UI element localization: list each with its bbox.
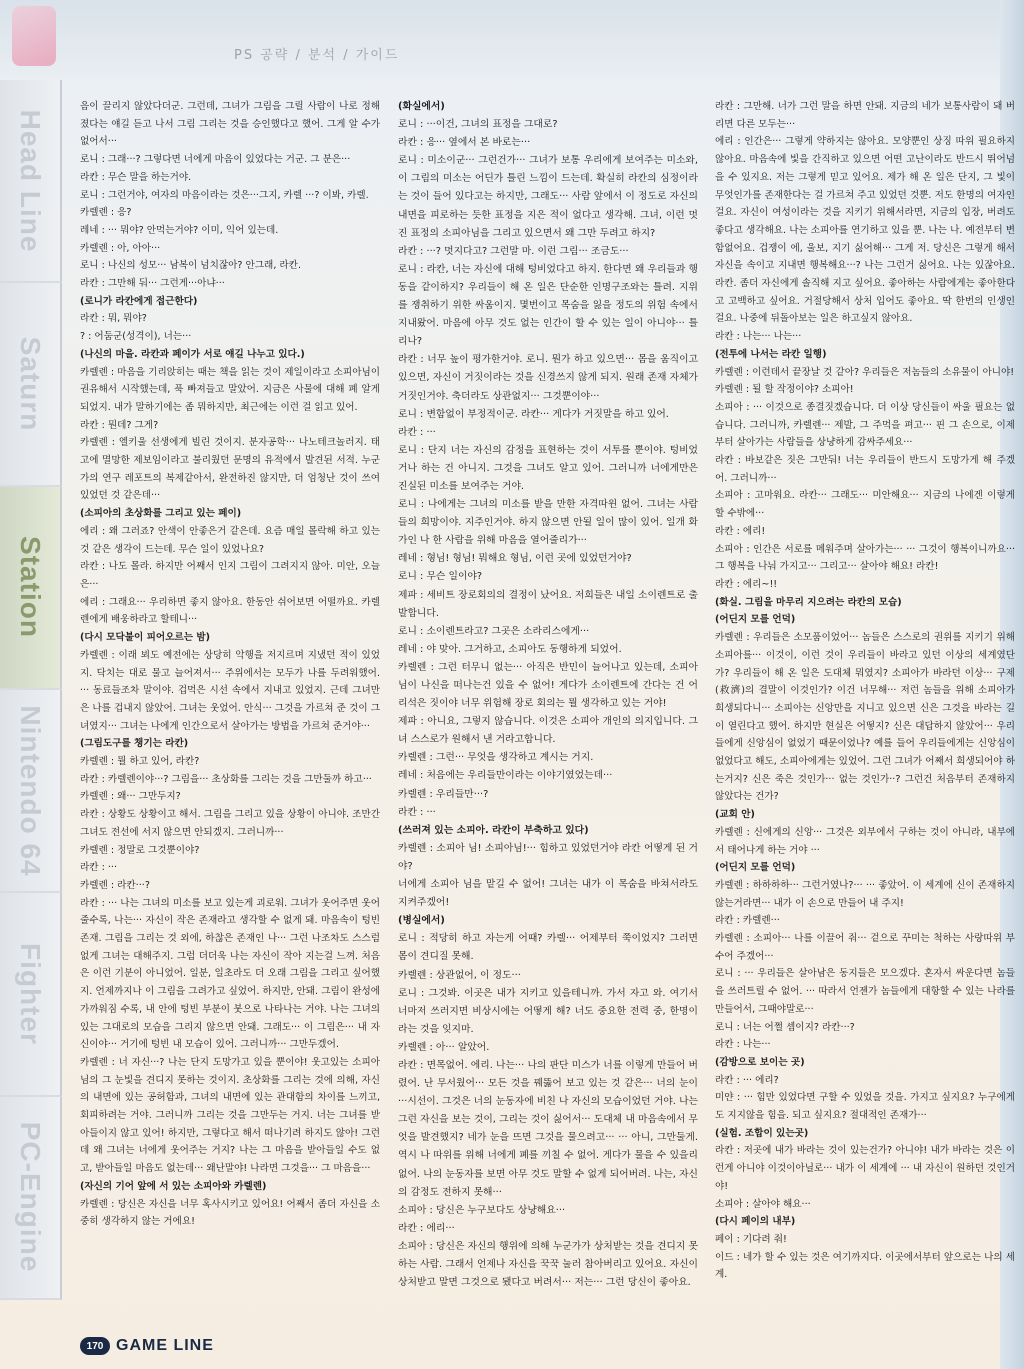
stage-direction: (화실. 그림을 마무리 지으려는 라칸의 모습): [715, 596, 902, 608]
dialogue-line: 카렐렌 : 엘키울 선생에게 빌린 것이지. 분자공학··· 나노테크놀러지. 태고에 멸망한 제보임이라고 불리웠던 문명의 유적에서 발견된 서적. 누군가의 연구 레포트의 복제같아서, 완전하진 않지만, 더 엄청난 것이 쓰여 있었던 것 같은데···: [80, 437, 380, 502]
stage-direction: (어딘지 모를 언덕): [715, 862, 796, 874]
dialogue-line: 로니 : 그런거야, 여자의 마음이라는 것은···그지, 카렐 ···? 이봐, 카렐.: [80, 189, 369, 201]
dialogue-line: 페이 : 기다려 줘!: [715, 1234, 787, 1245]
page-header: [0, 0, 1024, 80]
stage-direction: (병실에서): [398, 915, 445, 927]
index-tab-pc-engine: [0, 1097, 62, 1300]
dialogue-line: 소피아 : 고마워요. 라칸··· 그래도··· 미안해요··· 지금의 나에겐 이렇게 할 수밖에···: [715, 490, 1015, 520]
dialogue-line: 라칸 : 상황도 상황이고 해서. 그림을 그리고 있을 상황이 아니야. 조만간 그녀도 전선에 서지 않으면 안되겠지. 그러니까···: [80, 809, 380, 838]
dialogue-line: 카렐렌 : 아··· 알았어.: [398, 1041, 490, 1053]
index-tab-fighter: [0, 893, 62, 1096]
index-tab-nintendo64: [0, 690, 62, 893]
dialogue-line: 카렐렌 : 될 할 작정이야? 소피아!: [715, 384, 854, 396]
dialogue-line: 라칸 : 뭐, 뭐야?: [80, 313, 147, 325]
dialogue-line: 레네 : 야 맞아. 그거하고, 소피아도 동행하게 되었어.: [398, 643, 622, 655]
dialogue-line: 로니 : 너는 어쩔 셈이지? 라칸···?: [715, 1021, 855, 1033]
dialogue-line: 카렐렌 : 신에게의 신앙··· 그것은 외부에서 구하는 것이 아니라, 내부에서 태어나게 하는 거야 ···: [715, 826, 1015, 856]
dialogue-line: 라칸 : 에리~!!: [715, 578, 778, 590]
stage-direction: (쓰러져 있는 소피아. 라칸이 부축하고 있다): [398, 824, 589, 836]
dialogue-line: 레네 : 형님! 형님! 뭐해요 형님, 이런 곳에 있었던거야?: [398, 553, 632, 565]
dialogue-line: 제파 : 세비트 장로회의의 결정이 났어요. 저희들은 내일 소이렌트로 출발합니다.: [398, 589, 698, 619]
index-tab-saturn: [0, 283, 62, 486]
dialogue-line: 로니 : 그래···? 그렇다면 너에게 마음이 있었다는 거군. 그 분은···: [80, 154, 351, 166]
dialogue-line: ? : 어둠군(성격이), 너는···: [80, 331, 192, 343]
stage-direction: (어딘지 모를 언덕): [715, 614, 796, 626]
dialogue-line: 라칸 : 카렐렌···: [715, 915, 780, 927]
dialogue-line: 로니 : 나신의 성모··· 남복이 넘치잖아? 안그래, 라칸.: [80, 260, 302, 272]
stage-direction: (전투에 나서는 라칸 일행): [715, 348, 827, 360]
dialogue-line: 라칸 : 에리!: [715, 525, 766, 537]
text-column-1: [80, 98, 380, 1231]
dialogue-line: 라칸 : ···: [80, 862, 118, 874]
dialogue-line: 에리 : 그래요··· 우리하면 좋지 않아요. 한동안 쉬어보면 어떨까요. 카렐렌에게 배웅하라고 할테니···: [80, 596, 380, 626]
index-tab-station: [0, 487, 62, 690]
dialogue-line: 카렐렌 : 그런 터무니 없는··· 아직은 반민이 늘어나고 있는데, 소피아 님이 나신을 떠나는건 있을 수 없어! 게다가 소이렌트에 간다는 건 어리석은 짓이야 너무 위험해 장로 회의는 뭘 생각하고 있는 거야!: [398, 661, 698, 710]
dialogue-line: 로니 : 단지 너는 자신의 감정을 표현하는 것이 서투를 뿐이야. 텅비었거나 하는 건 아니지. 그것을 그녀도 알고 있어. 그러니까 너에게만은 진실된 미소를 보여주는 거야.: [398, 444, 698, 492]
dialogue-line: 미얀 : ··· 힘만 있었다면 구할 수 있었을 것을. 가지고 싶지요? 누구에게도 지지않을 힘을. 되고 싶지요? 절대적인 존재가···: [715, 1092, 1015, 1122]
dialogue-line: 라칸 : ··· 나는 그녀의 미소를 보고 있는게 괴로워. 그녀가 웃어주면 웃어줄수록, 나는··· 자신이 작은 존재라고 생각할 수 없게 돼. 마음속이 텅빈 존재. 그림을 그리는 것 외에, 하찮은 존재인 나··· 그런 나조차도 스스럼없게 그녀는 대해주지. 그럼 더더욱 나는 자신이 작아 지는걸 느껴. 처음은 이런 기분이 아니었어. 일분, 일초라도 더 오래 그림을 그리고 싶어했지. 언제까지나 이 그림을 그려가고 싶었어. 하지만, 안돼. 그림이 완성에 가까워짐 수록, 내 안에 텅빈 부분이 붓으로 나타나는 거야. 나는 그녀의 있는 그대로의 모습을 그리지 않으면 안돼. 그래도··· 이 그림은··· 내 자신이야··· 거기에 텅빈 내 모습이 있어. 그러니까··· 그만두겠어.: [80, 897, 380, 1051]
dialogue-line: 라칸 : 저곳에 내가 바라는 것이 있는건가? 아니야! 내가 바라는 것은 이런게 아니야 이것이아닐로··· 내가 이 세계에 ··· 내 자신이 원하던 것인거야!: [715, 1145, 1015, 1192]
dialogue-line: 너에게 소피아 님을 맡길 수 없어! 그녀는 내가 이 목숨을 바쳐서라도 지켜주겠어!: [398, 879, 698, 909]
dialogue-line: 음이 끌리지 않았다더군. 그런데, 그녀가 그림을 그릴 사람이 나로 정해졌다는 얘길 듣고 나서 그림 그리는 것을 승인했다고 했어. 그게 알 수가 없어서···: [80, 101, 380, 148]
dialogue-line: 소피아 : 당신은 누구보다도 상냥해요···: [398, 1204, 566, 1216]
dialogue-line: 라칸 : 에리···: [398, 1222, 455, 1234]
dialogue-line: 라칸 : 그만해. 너가 그런 말을 하면 안돼. 지금의 네가 보통사람이 돼 버리면 다른 모두는···: [715, 101, 1015, 130]
index-tab-label: PC-Engine: [15, 1122, 46, 1273]
dialogue-line: 카렐렌 : 그런··· 무엇을 생각하고 계시는 거지.: [398, 752, 594, 764]
stage-direction: (다시 페이의 내부): [715, 1216, 796, 1228]
stage-direction: (자신의 기어 앞에 서 있는 소피아와 카렐렌): [80, 1180, 267, 1192]
dialogue-line: 라칸 : ··· 에리?: [715, 1074, 779, 1086]
dialogue-line: 로니 : ···이건, 그녀의 표정을 그대로?: [398, 119, 558, 131]
text-column-3: [715, 98, 1015, 1284]
dialogue-line: 로니 : 소이렌트라고? 그곳은 소라리스에게···: [398, 625, 590, 637]
dialogue-line: 카렐렌 : 소피아 님! 소피아님!··· 힘하고 있었던거야 라칸 어떻게 된 거야?: [398, 842, 698, 872]
magazine-name: GAME LINE: [116, 1337, 214, 1354]
dialogue-line: 카렐렌 : 당신은 자신을 너무 혹사시키고 있어요! 어째서 좀더 자신을 소중히 생각하지 않는 거에요!: [80, 1198, 380, 1228]
dialogue-line: 카렐렌 : 마음을 기리앉히는 때는 책을 읽는 것이 제일이라고 소피아님이 권유해서 시작했는데, 푹 빠져들고 말았어. 지금은 사물에 대해 폐 알게 되었지. 내가 말하기에는 좀 뭐하지만, 최근에는 이런 걸 읽고 있어.: [80, 366, 380, 413]
dialogue-line: 카렐렌 : 우리들만···?: [398, 788, 489, 800]
page-number: 170: [80, 1337, 110, 1355]
dialogue-line: 카렐렌 : 뭘 하고 있어, 라칸?: [80, 756, 200, 768]
stage-direction: (교회 안): [715, 809, 755, 821]
dialogue-line: 라칸 : 뭔데? 그게?: [80, 419, 159, 431]
index-tab-label: Station: [15, 536, 46, 639]
dialogue-line: 라칸 : 너무 높이 평가한거야. 로니. 뭔가 하고 있으면··· 몸을 움직이고 있으면, 자신이 거짓이라는 것을 신경쓰지 않게 되지. 원래 존재 자체가 거짓인거야. 축더라도 상관없지··· 그것뿐이야···: [398, 354, 698, 402]
dialogue-line: 라칸 : ···: [398, 426, 436, 438]
dialogue-line: 카렐렌 : 라칸···?: [80, 879, 150, 891]
dialogue-line: 제파 : 아니요, 그렇지 않습니다. 이것은 소피아 개인의 의지입니다. 그녀 스스로가 원해서 낸 거라고합니다.: [398, 716, 698, 746]
dialogue-line: 카렐렌 : 정말로 그것뿐이야?: [80, 844, 200, 856]
dialogue-line: 카렐렌 : 소피아··· 나를 이끌어 줘··· 겉으로 꾸미는 척하는 사랑따위 부수어 주겠어···: [715, 933, 1015, 962]
dialogue-line: 라칸 : 나는···: [715, 1039, 771, 1051]
dialogue-line: 라칸 : 면목없어. 에리. 나는··· 나의 판단 미스가 너를 이렇게 만들어 버렸어. 난 무서웠어··· 모든 것을 꿰뚫어 보고 있는 것 같은··· 너의 눈이···시선이. 그것은 너의 눈동자에 비친 나 자신의 모습이었던 거야. 나는 그런 자신을 보는 것이, 그리는 것이 싫어서··· 도대체 내 마음속에서 무엇을 발견했지? 네가 눈을 뜨면 그것을 물으려고··· ··· 아니, 그만둘게. 역시 나 따위를 위해 너에게 폐를 끼칠 수 없어. 게다가 물을 수 있을리 없어. 나의 눈동자를 보면 아무 것도 말할 수 없게 되어버려. 나는, 자신의 감정도 전하지 못해···: [398, 1059, 698, 1198]
dialogue-line: 소피아 : 살아야 해요···: [715, 1198, 811, 1210]
dialogue-line: 소피아 : 당신은 자신의 행위에 의해 누군가가 상처받는 것을 견디지 못하는 사람. 그래서 언제나 자신을 꾹꾹 눌러 참아버리고 있어요. 자신이 상처받고 말면 그것으로 됐다고 버려서··· 저는··· 그런 당신이 좋아요.: [398, 1240, 698, 1289]
page-footer: [80, 1332, 214, 1360]
dialogue-line: 이드 : 네가 할 수 있는 것은 여기까지다. 이곳에서부터 앞으로는 나의 세계.: [715, 1251, 1015, 1281]
dialogue-line: 라칸 : 카렐렌이야···? 그림을··· 초상화를 그리는 것을 그만둘까 하고···: [80, 773, 372, 785]
dialogue-line: 라칸 : 그만해 둬··· 그런게···아냐···: [80, 278, 225, 290]
dialogue-line: 라칸 : 바보같은 짓은 그만둬! 너는 우리들이 반드시 도망가게 해 주겠어. 그러니까···: [715, 455, 1015, 484]
index-tab-label: Head Line: [15, 109, 46, 253]
dialogue-line: 레네 : 처음에는 우리들만이라는 이야기였었는데···: [398, 770, 613, 782]
section-index-tabs: [0, 80, 62, 1300]
dialogue-line: 로니 : ··· 우리들은 살아남은 동지들은 모으겠다. 혼자서 싸운다면 놈들을 쓰러트릴 수 없어. ··· 따라서 언젠가 놈들에게 대항할 수 있는 나라를 만들어서, 그때야말로···: [715, 968, 1015, 1015]
dialogue-line: 에리 : 왜 그러죠? 안색이 안좋은거 같은데. 요즘 매일 몰락해 하고 있는 것 같은 생각이 드는데. 무슨 일이 있었나요?: [80, 525, 380, 555]
index-tab-label: Fighter: [15, 943, 46, 1045]
index-tab-headline: [0, 80, 62, 283]
stage-direction: (화실에서): [398, 101, 445, 112]
stage-direction: (실험. 조합이 있는곳): [715, 1127, 809, 1139]
dialogue-line: 소피아 : 인간은 서로를 메워주며 살아가는··· ··· 그것이 행복이니까요··· 그 행복을 나눠 가지고··· 그리고··· 살아야 해요! 라칸!: [715, 543, 1015, 573]
dialogue-line: 라칸 : 무슨 말을 하는거야.: [80, 171, 192, 183]
section-header-title: PS 공략 / 분석 / 가이드: [234, 48, 400, 63]
stage-direction: (로니가 라칸에게 접근한다): [80, 295, 198, 307]
dialogue-line: 라칸 : ···: [398, 806, 436, 818]
dialogue-line: 카렐렌 : 이래 뵈도 예전에는 상당히 악행을 저지르며 지냈던 적이 있었지. 닥치는 대로 물고 늘어져서··· 주위에서는 모두가 나를 두려워했어. ··· 동료들조차 말이야. 겁먹은 시선 속에서 지내고 있었지. 근데 그녀만은 나를 겁내지 않았어. 그녀는 웃었어. 안식··· 그것을 가르쳐 준 것이 그녀였지··· 그녀는 나에게 인간으로서 살아가는 방법을 가르쳐 준거야···: [80, 649, 380, 732]
stage-direction: (소피아의 초상화를 그리고 있는 페이): [80, 508, 242, 520]
dialogue-line: 로니 : 나에게는 그녀의 미소를 받을 만한 자격따윈 없어. 그녀는 사람들의 희망이야. 지주인거야. 하지 않으면 안될 일이 많이 있어. 일개 화가인 나 한 사람을 위해 마음을 열어줄리가···: [398, 499, 698, 547]
dialogue-line: 카렐렌 : 아, 아아···: [80, 242, 161, 254]
dialogue-line: 카렐렌 : 응?: [80, 207, 132, 219]
dialogue-line: 라칸 : 나는··· 나는···: [715, 331, 802, 343]
dialogue-line: 카렐렌 : 상관없어, 이 정도···: [398, 969, 521, 981]
stage-direction: (다시 모닥불이 피어오르는 밤): [80, 632, 210, 644]
dialogue-line: 라칸 : 나도 몰라. 하지만 어째서 인지 그림이 그려지지 않아. 미안, 오늘은···: [80, 561, 380, 590]
dialogue-line: 카렐렌 : 이런데서 끝장날 것 같아? 우리들은 저놈들의 소유물이 아니야!: [715, 366, 1015, 378]
index-tab-label: Nintendo 64: [15, 705, 46, 877]
text-column-2: [398, 98, 698, 1292]
dialogue-line: 라칸 : 응··· 옆에서 본 바로는···: [398, 137, 531, 149]
stage-direction: (나신의 마을. 라칸과 페이가 서로 얘길 나누고 있다.): [80, 348, 305, 360]
dialogue-line: 레네 : ··· 뭐야? 안먹는거야? 이미, 익어 있는데.: [80, 224, 279, 236]
dialogue-line: 로니 : 적당히 하고 자는게 어때? 카렐··· 어제부터 쭉이었지? 그러면 몸이 견디질 못해.: [398, 933, 698, 963]
index-tab-label: Saturn: [15, 336, 46, 432]
dialogue-line: 로니 : 라칸, 너는 자신에 대해 텅비었다고 하지. 한다면 왜 우리들과 행동을 같이하지? 우리들이 해 온 일은 단순한 인명구조와는 틀려. 지위를 쟁취하기 위한 싸움이지. 몇번이고 목숨을 잃을 정도의 위험 속에서 지내왔어. 마음에 아무 것도 없는 인간이 할 수 있는 일이 아니야··· 틀리나?: [398, 263, 698, 348]
dialogue-line: 로니 : 그것봐. 이곳은 내가 지키고 있을테니까. 가서 자고 와. 여기서 너마저 쓰러지면 비상시에는 어떻게 해? 너도 중요한 전력 중, 한명이라는 것을 잊지마.: [398, 987, 698, 1035]
dialogue-line: 소피아 : ··· 이것으로 종결짓겠습니다. 더 이상 당신들이 싸울 필요는 없습니다. 그러니까, 카렐렌··· 제발, 그 주먹을 펴고··· 핀 그 손으로, 이제부터 살아가는 사람들을 상냥하게 감싸주세요···: [715, 401, 1015, 449]
section-logo: [12, 6, 56, 66]
dialogue-line: 로니 : 미소이군··· 그런건가··· 그녀가 보통 우리에게 보여주는 미소와, 이 그림의 미소는 어딘가 틀린 느낌이 드는데. 확실히 라칸의 심정이라는 것이 들어 있다고는 하지만, 그래도··· 사람 앞에서 이 정도로 자신의 내면을 피로하는 듯한 표정을 지은 적이 없다고 생각해. 그녀, 이런 멋진 표정의 소피아님을 그리고 있으면서 왜 그만 두려고 하지?: [398, 155, 698, 239]
dialogue-line: 카렐렌 : 우리들은 소모품이었어··· 놈들은 스스로의 권위를 지키기 위해 소피아를··· 이것이, 이런 것이 우리들이 바라고 있던 이상의 세계였단가? 우리들이 해 온 일은 도대체 뭐였지? 소피아가 바라던 이상··· 구제(救濟)의 결말이 이것인가? 이건 너무해··· 저런 놈들을 위해 소피아가 희생되다니··· 소피아는 신앙만을 지니고 있으면 신은 그것을 바라는 길이 열린다고 했어. 하지만 현실은 어떻지? 신은 대답하지 않았어··· 우리들에게 신앙심이 없었기 때문이었나? 예를 들어 우리들에게는 신앙심이 없었다고 해도, 소피아에게는 있었어. 그런 그녀가 어째서 희생되어야 하는거지? 신은 죽은 것인가··· 없는 것인가··? 그런건 처음부터 존재하지 않았다는 건가?: [715, 632, 1015, 803]
dialogue-line: 로니 : 변함없이 부정적이군. 라칸··· 게다가 거짓말을 하고 있어.: [398, 408, 669, 420]
dialogue-line: 에리 : 인간은··· 그렇게 약하지는 않아요. 모양뿐인 상징 따위 필요하지 않아요. 마음속에 빛을 간직하고 있으면 어떤 고난이라도 반드시 뛰어넘을 수 있지요. 저는 그렇게 믿고 있어요. 제가 해 온 일은 단지, 그 빛이 무엇인가를 존재한다는 걸 가르쳐 주고 있었던 것뿐. 저도 한명의 여자인걸요. 자신이 여성이라는 것을 지키기 위해서라면, 지금의 입장, 버려도 좋다고 생각해요. 나는 소피아를 연기하고 있을 뿐. 나는 나. 예전부터 변함없어요. 겁쟁이 에, 울보, 지기 싫어해··· 그게 저. 당신은 그렇게 해서 자신을 속이고 지내면 행복해요···? 나는 그런거 싫어요. 나는 있잖아요. 라칸. 좀더 자신에게 솔직해 지고 싶어요. 좋아하는 사람에게는 좋아한다고 고백하고 싶어요. 거절당해서 상처 입어도 좋아요. 딱 한번의 인생인걸요. 나중에 뒤돌아보는 일은 하고싶지 않아요.: [715, 136, 1015, 325]
stage-direction: (감방으로 보이는 곳): [715, 1056, 805, 1068]
stage-direction: (그림도구를 챙기는 라칸): [80, 738, 189, 750]
dialogue-line: 라칸 : ···? 멋지다고? 그런말 마. 이런 그림··· 조금도···: [398, 245, 629, 257]
dialogue-line: 카렐렌 : 왜··· 그만두지?: [80, 791, 181, 803]
dialogue-line: 로니 : 무슨 일이야?: [398, 571, 483, 583]
dialogue-line: 카렐렌 : 너 자신···? 나는 단지 도망가고 있을 뿐이야! 웃고있는 소피아님의 그 눈빛을 견디지 못하는 것이지. 초상화를 그리는 것에 의해, 자신의 내면에 있는 공허함과, 그녀의 내면에 있는 관대함의 차이를 느끼고, 회피하려는 거야. 그러니까 그리는 것을 그만두는 거지. 너는 그녀를 받아들이지 않고 있어! 하지만, 그렇다고 해서 떠나기려 하지도 않아! 그런데 왜 그녀는 너에게 웃어주는 거지? 나는 그 마음을 받아들일 수도 없고, 받아들일 마음도 없는데··· 왜난말야! 나라면 그것을··· 그 마음을···: [80, 1056, 380, 1175]
dialogue-line: 카렐렌 : 하하하하··· 그런거였나?··· ··· 좋았어. 이 세계에 신이 존재하지 않는거라면··· 내가 이 손으로 만들어 내 주지!: [715, 879, 1015, 909]
